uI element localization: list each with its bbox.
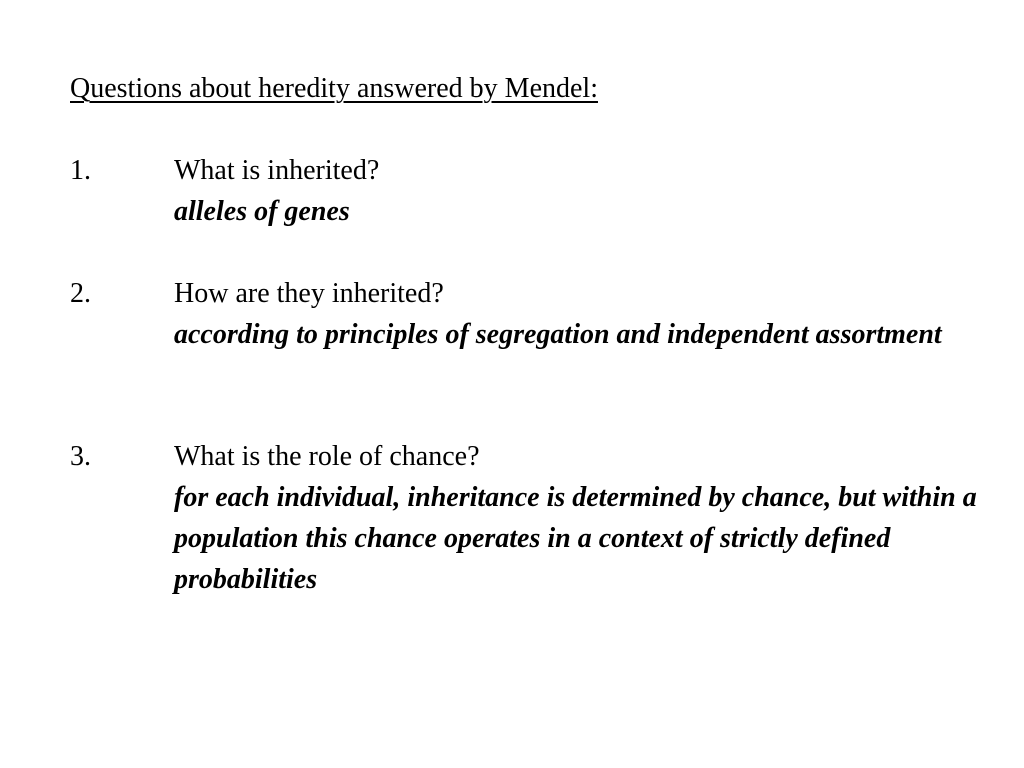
- item-body: [174, 436, 984, 600]
- list-item: [70, 273, 990, 355]
- list-item: [70, 150, 990, 232]
- item-number: 1.: [70, 155, 91, 186]
- item-answer: according to principles of segregation and independent assortment: [174, 319, 942, 350]
- item-body: [174, 150, 984, 232]
- item-question: What is the role of chance?: [174, 441, 480, 472]
- item-answer: alleles of genes: [174, 196, 350, 227]
- item-question: What is inherited?: [174, 155, 380, 186]
- item-answer: for each individual, inheritance is determined by chance, but within a population this chance operates in a context of strictly defined probabilities: [174, 482, 977, 595]
- item-number: 3.: [70, 441, 91, 472]
- item-number: 2.: [70, 278, 91, 309]
- list-item: [70, 436, 990, 600]
- item-body: [174, 273, 984, 355]
- item-question: How are they inherited?: [174, 278, 444, 309]
- slide-title: Questions about heredity answered by Mendel:: [70, 73, 598, 104]
